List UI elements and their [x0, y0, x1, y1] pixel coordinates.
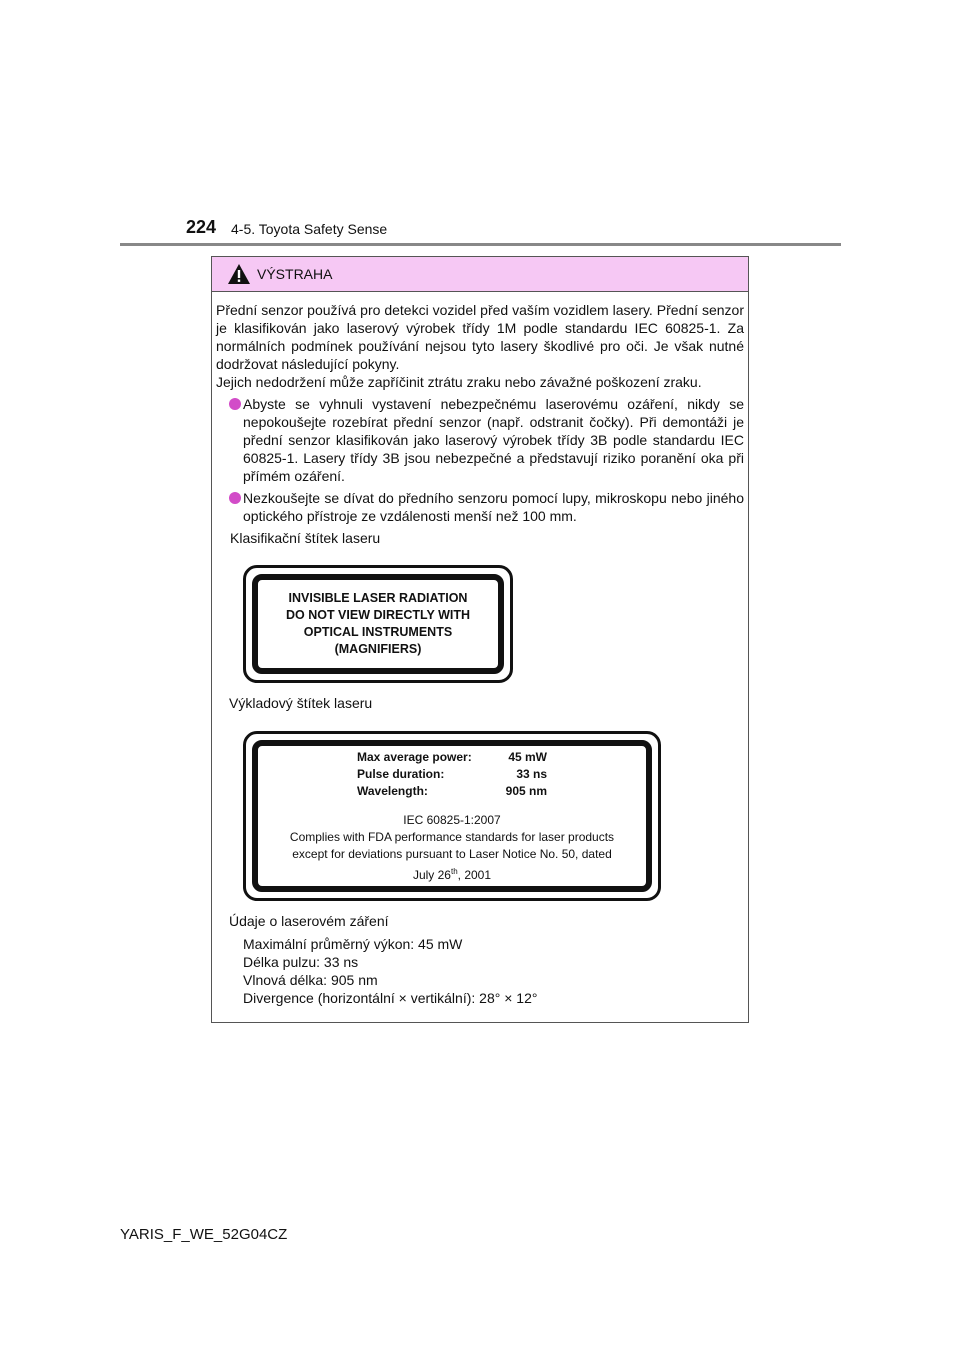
label-line: OPTICAL INSTRUMENTS — [303, 625, 453, 639]
standard-line: IEC 60825-1:2007 — [403, 812, 501, 827]
spec-row — [357, 766, 547, 783]
date-sup: th — [450, 866, 458, 876]
explanatory-label-title: Výkladový štítek laseru — [229, 695, 373, 711]
radiation-title: Údaje o laserovém záření — [229, 913, 389, 929]
classification-label — [243, 565, 513, 683]
spec-value: 33 ns — [516, 766, 547, 781]
date-prefix: July 26 — [412, 867, 451, 882]
list-item — [216, 395, 744, 485]
spec-key: Max average power: — [357, 749, 472, 764]
radiation-line: Vlnová délka: 905 nm — [243, 972, 378, 988]
label-line: (MAGNIFIERS) — [334, 642, 422, 656]
date-line — [413, 863, 491, 884]
spec-value: 905 nm — [505, 783, 547, 798]
header-rule — [120, 243, 841, 246]
explanatory-label — [243, 731, 661, 901]
spec-value: 45 mW — [508, 749, 547, 764]
section-title: 4-5. Toyota Safety Sense — [231, 221, 388, 237]
consequence-paragraph: Jejich nedodržení může zapříčinit ztrátu zraku nebo závažné poškození zraku. — [216, 374, 702, 390]
list-item — [216, 489, 744, 525]
spec-key: Wavelength: — [357, 783, 428, 798]
radiation-section — [229, 912, 744, 1007]
bullet-dot-icon — [229, 398, 241, 410]
compliance-line: except for deviations pursuant to Laser Notice No. 50, dated — [292, 846, 612, 861]
bullet-text: Nezkoušejte se dívat do předního senzoru pomocí lupy, mikroskopu nebo jiného optického přístroje ze vzdálenosti menší než 100 mm. — [243, 490, 744, 524]
radiation-line: Délka pulzu: 33 ns — [243, 954, 359, 970]
warning-header — [212, 257, 748, 292]
spec-row — [357, 783, 547, 800]
bullet-text: Abyste se vyhnuli vystavení nebezpečnému laserovému ozáření, nikdy se nepokoušejte rozebírat přední senzor (např. odstranit čočky). Při demontáži je přední senzor klasifikován jako laserový výrobek třídy 3B podle standardu IEC 60825-1. Lasery třídy 3B jsou nebezpečné a představují riziko poranění oka při přímém ozáření. — [243, 396, 744, 484]
intro-paragraph: Přední senzor používá pro detekci vozidel před vaším vozidlem lasery. Přední senzor je klasifikován jako laserový výrobek třídy 1M podle standardu IEC 60825-1. Za normálních podmínek používání nejsou tyto lasery škodlivé pro oči. Je však nutné dodržovat následující pokyny. — [216, 302, 744, 372]
spec-key: Pulse duration: — [357, 766, 445, 781]
bullet-dot-icon — [229, 492, 241, 504]
document-code: YARIS_F_WE_52G04CZ — [120, 1226, 288, 1243]
compliance-line: Complies with FDA performance standards for laser products — [289, 829, 615, 844]
warning-body — [216, 301, 744, 547]
classification-label-title: Klasifikační štítek laseru — [230, 530, 381, 546]
warning-title: VÝSTRAHA — [257, 266, 333, 282]
label-line: DO NOT VIEW DIRECTLY WITH — [285, 608, 471, 622]
date-suffix: , 2001 — [457, 867, 492, 882]
spec-row — [357, 749, 547, 766]
radiation-line: Divergence (horizontální × vertikální): 28° × 12° — [243, 990, 538, 1006]
label-line: INVISIBLE LASER RADIATION — [288, 591, 468, 605]
radiation-line: Maximální průměrný výkon: 45 mW — [243, 936, 463, 952]
page-number: 224 — [186, 217, 217, 237]
warning-triangle-icon — [227, 263, 251, 285]
